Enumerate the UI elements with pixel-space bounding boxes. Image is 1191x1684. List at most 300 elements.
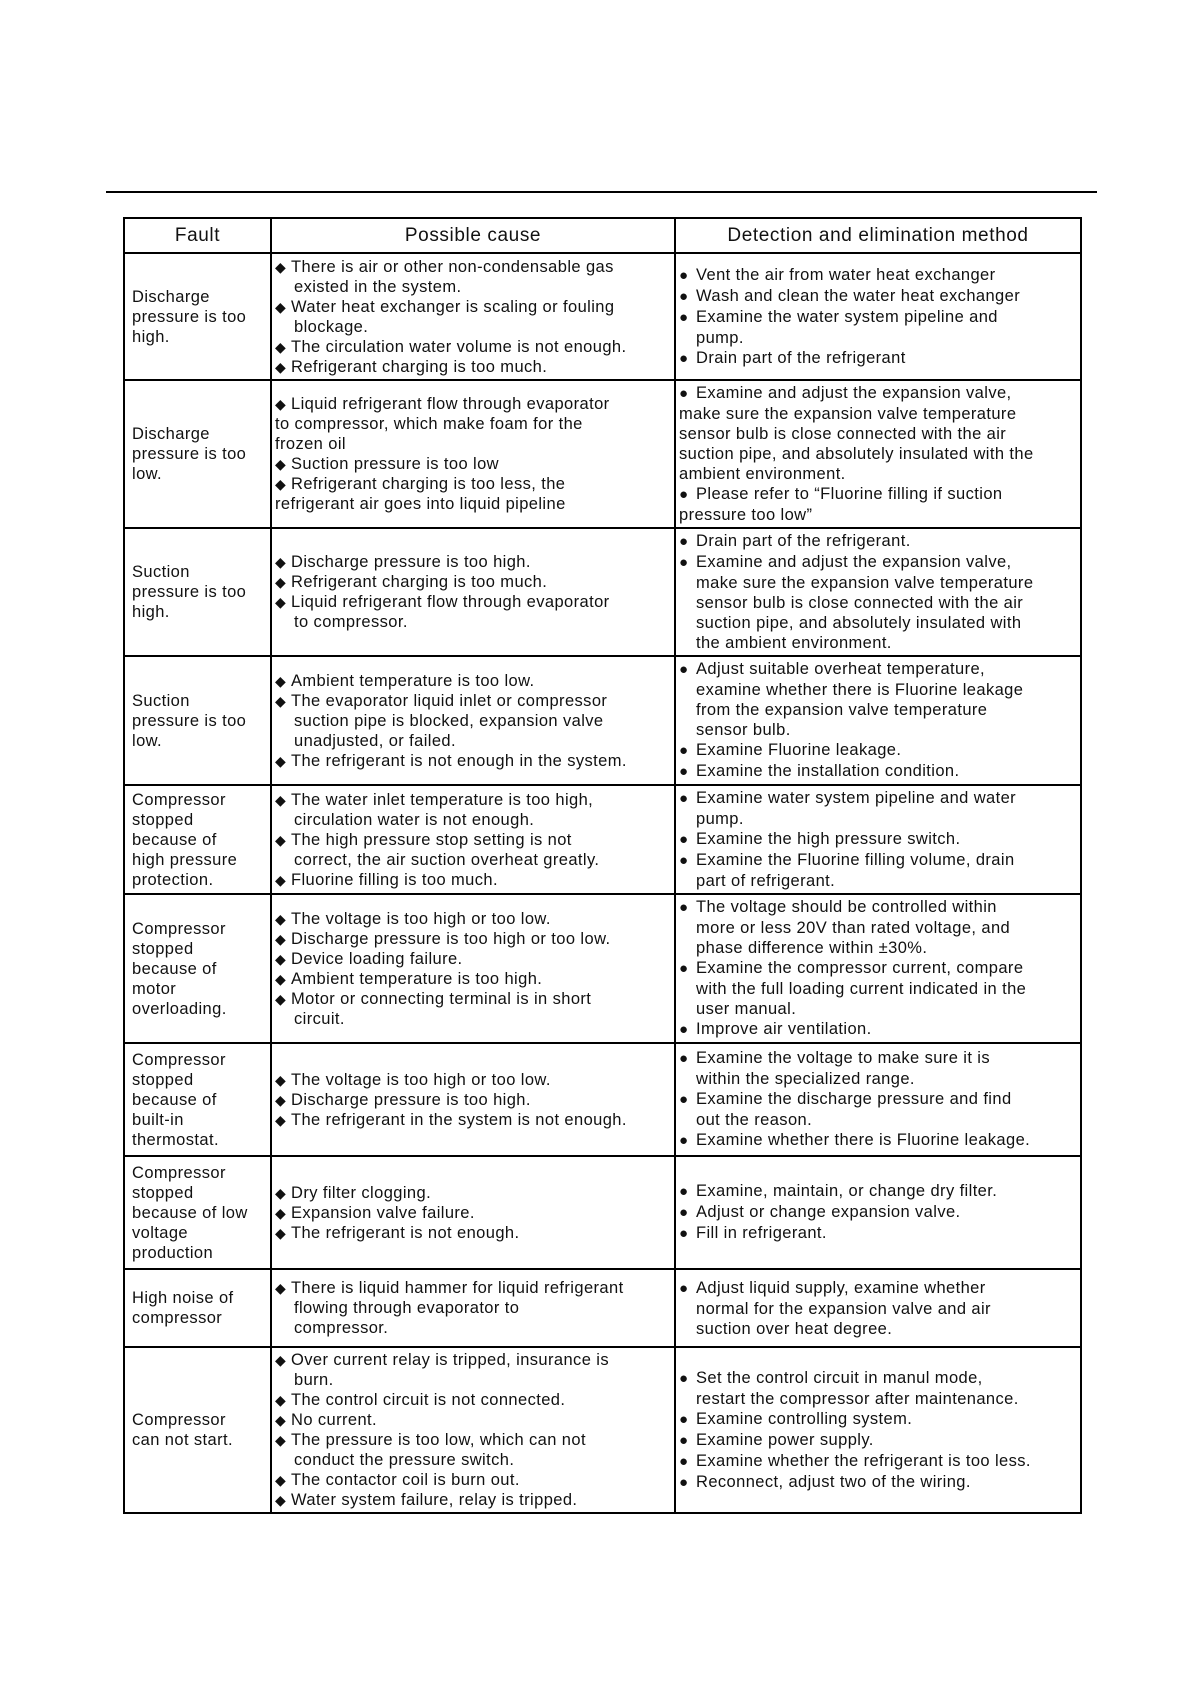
fault-text-line: Compressor xyxy=(132,1050,226,1069)
method-text: Examine whether there is Fluorine leakage. xyxy=(696,1131,1031,1149)
diamond-bullet-icon: ◆ xyxy=(275,456,287,472)
cause-text: Discharge pressure is too high. xyxy=(291,1090,531,1109)
round-bullet-icon: ● xyxy=(679,1473,689,1491)
fault-text-line: motor xyxy=(132,979,177,998)
fault-cell xyxy=(124,656,271,785)
table-row xyxy=(124,785,1081,894)
diamond-bullet-icon: ◆ xyxy=(275,1224,287,1241)
method-text: Examine the high pressure switch. xyxy=(696,830,961,848)
method-text: make sure the expansion valve temperature xyxy=(696,574,1034,592)
cause-text: Over current relay is tripped, insurance is xyxy=(291,1351,609,1369)
fault-text-line: because of xyxy=(132,959,217,978)
round-bullet-icon: ● xyxy=(679,1183,689,1200)
cause-line xyxy=(275,1430,673,1450)
method-text: pump. xyxy=(696,810,744,828)
method-line xyxy=(679,958,1079,979)
method-line xyxy=(679,680,1079,700)
cause-line xyxy=(275,572,673,592)
diamond-bullet-icon: ◆ xyxy=(275,1184,287,1201)
round-bullet-icon: ● xyxy=(679,1431,689,1449)
round-bullet-icon: ● xyxy=(679,349,689,367)
method-line xyxy=(679,328,1079,348)
method-text: suction pipe, and absolutely insulated with xyxy=(696,614,1022,632)
fault-text-line: pressure is too xyxy=(132,307,247,326)
cause-line xyxy=(275,989,673,1009)
cause-text: The water inlet temperature is too high, xyxy=(291,790,594,809)
fault-cell xyxy=(124,1269,271,1347)
diamond-bullet-icon: ◆ xyxy=(275,594,287,610)
round-bullet-icon: ● xyxy=(679,1279,689,1297)
possible-cause-cell xyxy=(271,1043,675,1156)
method-line xyxy=(679,348,1079,369)
diamond-bullet-icon: ◆ xyxy=(275,1412,287,1428)
fault-text-line: high. xyxy=(132,327,170,346)
method-line xyxy=(679,788,1079,809)
method-line xyxy=(679,265,1079,286)
round-bullet-icon: ● xyxy=(679,790,689,807)
cause-text: The voltage is too high or too low. xyxy=(291,909,551,928)
method-text: Wash and clean the water heat exchanger xyxy=(696,286,1021,305)
cause-line xyxy=(275,1470,673,1490)
cause-text: to compressor. xyxy=(294,613,408,631)
method-line xyxy=(679,1368,1079,1389)
table-row xyxy=(124,380,1081,528)
diamond-bullet-icon: ◆ xyxy=(275,970,287,987)
fault-text-line: because of xyxy=(132,830,217,849)
cause-text: Water system failure, relay is tripped. xyxy=(291,1491,578,1509)
method-text: with the full loading current indicated in the xyxy=(696,980,1027,998)
method-text: Drain part of the refrigerant xyxy=(696,348,906,367)
method-text: pump. xyxy=(696,328,744,347)
method-line xyxy=(679,871,1079,891)
fault-text-line: Suction xyxy=(132,563,190,581)
method-text: Adjust suitable overheat temperature, xyxy=(696,660,986,678)
method-line xyxy=(679,552,1079,573)
cause-line xyxy=(275,454,673,474)
cause-text: existed in the system. xyxy=(294,277,462,296)
round-bullet-icon: ● xyxy=(679,960,689,977)
cause-text: Refrigerant charging is too much. xyxy=(291,357,548,376)
table-row xyxy=(124,1347,1081,1513)
fault-text-line: Compressor xyxy=(132,1411,226,1429)
table-body xyxy=(124,253,1081,1513)
possible-cause-cell xyxy=(271,1156,675,1269)
round-bullet-icon: ● xyxy=(679,661,689,678)
diamond-bullet-icon: ◆ xyxy=(275,1111,287,1128)
cause-text: frozen oil xyxy=(275,435,346,453)
diamond-bullet-icon: ◆ xyxy=(275,990,287,1007)
fault-cell xyxy=(124,528,271,656)
round-bullet-icon: ● xyxy=(679,486,689,503)
diamond-bullet-icon: ◆ xyxy=(275,1472,287,1488)
cause-text: blockage. xyxy=(294,317,369,336)
method-text: from the expansion valve temperature xyxy=(696,701,988,719)
cause-text: conduct the pressure switch. xyxy=(294,1451,515,1469)
method-line xyxy=(679,999,1079,1019)
round-bullet-icon: ● xyxy=(679,831,689,848)
cause-text: suction pipe is blocked, expansion valve xyxy=(294,711,604,730)
round-bullet-icon: ● xyxy=(679,1369,689,1387)
round-bullet-icon: ● xyxy=(679,308,689,326)
cause-line xyxy=(275,1183,673,1203)
method-text: Examine the installation condition. xyxy=(696,762,960,780)
method-text: Set the control circuit in manul mode, xyxy=(696,1368,983,1387)
table-row xyxy=(124,1269,1081,1347)
diamond-bullet-icon: ◆ xyxy=(275,258,287,275)
round-bullet-icon: ● xyxy=(679,1204,689,1221)
cause-text: Fluorine filling is too much. xyxy=(291,870,498,889)
fault-text-line: high. xyxy=(132,603,170,621)
fault-text-line: Suction xyxy=(132,691,190,710)
cause-text: Liquid refrigerant flow through evaporator xyxy=(291,395,610,413)
detection-method-cell xyxy=(675,785,1081,894)
cause-text: Discharge pressure is too high. xyxy=(291,553,531,571)
table-row xyxy=(124,1043,1081,1156)
method-text: Examine the discharge pressure and find xyxy=(696,1090,1012,1108)
method-line xyxy=(679,444,1079,464)
diamond-bullet-icon: ◆ xyxy=(275,574,287,590)
cause-text: Water heat exchanger is scaling or fouling xyxy=(291,297,615,316)
cause-text: Device loading failure. xyxy=(291,949,463,968)
method-text: Please refer to “Fluorine filling if suction xyxy=(696,485,1003,503)
cause-line xyxy=(275,929,673,949)
method-text: out the reason. xyxy=(696,1111,813,1129)
round-bullet-icon: ● xyxy=(679,1225,689,1242)
cause-line xyxy=(275,1450,673,1470)
cause-text: circuit. xyxy=(294,1009,345,1028)
cause-text: flowing through evaporator to xyxy=(294,1299,520,1317)
method-text: restart the compressor after maintenance. xyxy=(696,1389,1019,1408)
method-line xyxy=(679,383,1079,404)
method-text: make sure the expansion valve temperature xyxy=(679,405,1017,423)
cause-line xyxy=(275,1370,673,1390)
method-text: Drain part of the refrigerant. xyxy=(696,532,911,550)
cause-line xyxy=(275,810,673,830)
cause-line xyxy=(275,277,673,297)
method-line xyxy=(679,593,1079,613)
cause-line xyxy=(275,592,673,612)
fault-text-line: Compressor xyxy=(132,790,226,809)
diamond-bullet-icon: ◆ xyxy=(275,1492,287,1508)
cause-text: The circulation water volume is not enough. xyxy=(291,337,627,356)
detection-method-cell xyxy=(675,656,1081,785)
method-line xyxy=(679,740,1079,761)
method-text: Examine water system pipeline and water xyxy=(696,789,1017,807)
cause-text: The control circuit is not connected. xyxy=(291,1391,566,1409)
cause-text: Suction pressure is too low xyxy=(291,455,499,473)
possible-cause-cell xyxy=(271,894,675,1043)
method-text: examine whether there is Fluorine leakage xyxy=(696,681,1024,699)
diamond-bullet-icon: ◆ xyxy=(275,298,287,315)
method-line xyxy=(679,1019,1079,1040)
method-text: Examine the water system pipeline and xyxy=(696,307,998,326)
method-line xyxy=(679,761,1079,782)
detection-method-cell xyxy=(675,253,1081,380)
diamond-bullet-icon: ◆ xyxy=(275,1091,287,1108)
cause-text: burn. xyxy=(294,1371,334,1389)
fault-text-line: compressor xyxy=(132,1309,223,1327)
method-line xyxy=(679,307,1079,328)
cause-text: The voltage is too high or too low. xyxy=(291,1070,551,1089)
method-line xyxy=(679,404,1079,424)
cause-line xyxy=(275,357,673,377)
method-line xyxy=(679,938,1079,958)
round-bullet-icon: ● xyxy=(679,385,689,402)
cause-line xyxy=(275,1318,673,1338)
cause-text: The contactor coil is burn out. xyxy=(291,1471,520,1489)
diamond-bullet-icon: ◆ xyxy=(275,871,287,888)
method-line xyxy=(679,897,1079,918)
method-line xyxy=(679,1223,1079,1244)
cause-line xyxy=(275,1110,673,1130)
method-line xyxy=(679,1181,1079,1202)
cause-line xyxy=(275,1203,673,1223)
table-row xyxy=(124,528,1081,656)
round-bullet-icon: ● xyxy=(679,1410,689,1428)
method-line xyxy=(679,633,1079,653)
cause-line xyxy=(275,474,673,494)
method-line xyxy=(679,850,1079,871)
cause-line xyxy=(275,1390,673,1410)
diamond-bullet-icon: ◆ xyxy=(275,672,287,689)
method-line xyxy=(679,1472,1079,1493)
fault-text-line: overloading. xyxy=(132,999,227,1018)
cause-line xyxy=(275,317,673,337)
table-header-row xyxy=(124,218,1081,253)
diamond-bullet-icon: ◆ xyxy=(275,476,287,492)
fault-cell xyxy=(124,253,271,380)
diamond-bullet-icon: ◆ xyxy=(275,1352,287,1368)
method-line xyxy=(679,1389,1079,1409)
method-line xyxy=(679,484,1079,505)
diamond-bullet-icon: ◆ xyxy=(275,396,287,412)
cause-line xyxy=(275,1090,673,1110)
cause-line xyxy=(275,870,673,890)
cause-text: Refrigerant charging is too much. xyxy=(291,573,548,591)
cause-text: Refrigerant charging is too less, the xyxy=(291,475,566,493)
method-text: Examine whether the refrigerant is too less. xyxy=(696,1451,1031,1470)
method-line xyxy=(679,1202,1079,1223)
fault-text-line: production xyxy=(132,1243,214,1262)
cause-text: correct, the air suction overheat greatly. xyxy=(294,850,600,869)
fault-text-line: Compressor xyxy=(132,919,226,938)
cause-text: compressor. xyxy=(294,1319,389,1337)
diamond-bullet-icon: ◆ xyxy=(275,358,287,375)
fault-text-line: stopped xyxy=(132,810,194,829)
method-line xyxy=(679,1048,1079,1069)
cause-line xyxy=(275,434,673,454)
method-line xyxy=(679,1430,1079,1451)
fault-text-line: low. xyxy=(132,731,163,750)
diamond-bullet-icon: ◆ xyxy=(275,338,287,355)
cause-text: The refrigerant is not enough in the system. xyxy=(291,751,627,770)
fault-text-line: High noise of xyxy=(132,1289,234,1307)
cause-line xyxy=(275,850,673,870)
diamond-bullet-icon: ◆ xyxy=(275,1432,287,1448)
method-text: Adjust liquid supply, examine whether xyxy=(696,1278,986,1297)
fault-text-line: can not start. xyxy=(132,1431,233,1449)
cause-line xyxy=(275,1223,673,1243)
round-bullet-icon: ● xyxy=(679,1132,689,1149)
method-line xyxy=(679,464,1079,484)
cause-line xyxy=(275,1350,673,1370)
cause-line xyxy=(275,1490,673,1510)
round-bullet-icon: ● xyxy=(679,1091,689,1108)
cause-line xyxy=(275,257,673,277)
cause-text: Liquid refrigerant flow through evaporator xyxy=(291,593,610,611)
cause-text: The refrigerant is not enough. xyxy=(291,1223,520,1242)
method-text: part of refrigerant. xyxy=(696,872,836,890)
cause-line xyxy=(275,909,673,929)
fault-text-line: Compressor xyxy=(132,1163,226,1182)
cause-text: The pressure is too low, which can not xyxy=(291,1431,586,1449)
header-detection-method: Detection and elimination method xyxy=(675,218,1081,253)
cause-text: Expansion valve failure. xyxy=(291,1203,475,1222)
possible-cause-cell xyxy=(271,528,675,656)
cause-line xyxy=(275,552,673,572)
method-line xyxy=(679,1451,1079,1472)
round-bullet-icon: ● xyxy=(679,742,689,759)
cause-line xyxy=(275,711,673,731)
fault-cell xyxy=(124,1347,271,1513)
fault-text-line: protection. xyxy=(132,870,214,889)
header-fault: Fault xyxy=(124,218,271,253)
table-row xyxy=(124,253,1081,380)
cause-line xyxy=(275,494,673,514)
fault-text-line: because of xyxy=(132,1090,217,1109)
method-text: suction pipe, and absolutely insulated with the xyxy=(679,445,1034,463)
method-line xyxy=(679,424,1079,444)
fault-cell xyxy=(124,894,271,1043)
cause-line xyxy=(275,1298,673,1318)
method-text: The voltage should be controlled within xyxy=(696,898,997,916)
fault-cell xyxy=(124,380,271,528)
cause-line xyxy=(275,731,673,751)
cause-text: Ambient temperature is too low. xyxy=(291,671,535,690)
round-bullet-icon: ● xyxy=(679,763,689,780)
diamond-bullet-icon: ◆ xyxy=(275,1280,287,1296)
method-text: sensor bulb. xyxy=(696,721,791,739)
method-text: normal for the expansion valve and air xyxy=(696,1299,991,1318)
method-line xyxy=(679,1110,1079,1130)
diamond-bullet-icon: ◆ xyxy=(275,692,287,709)
cause-line xyxy=(275,969,673,989)
method-text: ambient environment. xyxy=(679,465,846,483)
round-bullet-icon: ● xyxy=(679,266,689,284)
method-line xyxy=(679,700,1079,720)
troubleshooting-table xyxy=(123,217,1082,1514)
cause-text: refrigerant air goes into liquid pipeline xyxy=(275,495,566,513)
round-bullet-icon: ● xyxy=(679,899,689,916)
diamond-bullet-icon: ◆ xyxy=(275,752,287,769)
table-row xyxy=(124,1156,1081,1269)
cause-text: No current. xyxy=(291,1411,378,1429)
cause-line xyxy=(275,414,673,434)
cause-line xyxy=(275,1410,673,1430)
cause-text: Ambient temperature is too high. xyxy=(291,969,543,988)
method-line xyxy=(679,286,1079,307)
method-text: Examine and adjust the expansion valve, xyxy=(696,553,1012,571)
detection-method-cell xyxy=(675,1347,1081,1513)
method-line xyxy=(679,573,1079,593)
cause-line xyxy=(275,691,673,711)
method-line xyxy=(679,659,1079,680)
cause-text: The high pressure stop setting is not xyxy=(291,830,572,849)
fault-text-line: stopped xyxy=(132,1070,194,1089)
method-text: the ambient environment. xyxy=(696,634,892,652)
method-text: Examine controlling system. xyxy=(696,1409,913,1428)
method-line xyxy=(679,809,1079,829)
fault-text-line: pressure is too xyxy=(132,711,247,730)
fault-text-line: Discharge xyxy=(132,425,210,443)
method-line xyxy=(679,1319,1079,1339)
method-text: Adjust or change expansion valve. xyxy=(696,1203,961,1221)
cause-line xyxy=(275,751,673,771)
detection-method-cell xyxy=(675,894,1081,1043)
detection-method-cell xyxy=(675,528,1081,656)
method-text: Fill in refrigerant. xyxy=(696,1224,827,1242)
diamond-bullet-icon: ◆ xyxy=(275,930,287,947)
cause-line xyxy=(275,1070,673,1090)
method-line xyxy=(679,1299,1079,1319)
possible-cause-cell xyxy=(271,656,675,785)
diamond-bullet-icon: ◆ xyxy=(275,831,287,848)
method-text: sensor bulb is close connected with the air xyxy=(696,594,1024,612)
method-text: more or less 20V than rated voltage, and xyxy=(696,919,1011,937)
detection-method-cell xyxy=(675,1269,1081,1347)
method-line xyxy=(679,1089,1079,1110)
diamond-bullet-icon: ◆ xyxy=(275,791,287,808)
cause-line xyxy=(275,394,673,414)
method-text: Vent the air from water heat exchanger xyxy=(696,265,996,284)
method-line xyxy=(679,505,1079,525)
method-text: phase difference within ±30%. xyxy=(696,939,928,957)
table-row xyxy=(124,894,1081,1043)
method-text: Reconnect, adjust two of the wiring. xyxy=(696,1472,971,1491)
cause-line xyxy=(275,671,673,691)
cause-line xyxy=(275,297,673,317)
cause-text: Motor or connecting terminal is in short xyxy=(291,989,592,1008)
diamond-bullet-icon: ◆ xyxy=(275,1204,287,1221)
cause-line xyxy=(275,612,673,632)
method-text: Examine, maintain, or change dry filter. xyxy=(696,1182,998,1200)
cause-text: There is liquid hammer for liquid refrigerant xyxy=(291,1279,624,1297)
method-text: Examine the voltage to make sure it is xyxy=(696,1049,990,1067)
fault-cell xyxy=(124,785,271,894)
round-bullet-icon: ● xyxy=(679,533,689,550)
method-text: Examine Fluorine leakage. xyxy=(696,741,902,759)
fault-text-line: thermostat. xyxy=(132,1130,219,1149)
fault-text-line: voltage xyxy=(132,1223,189,1242)
method-text: pressure too low” xyxy=(679,506,813,524)
method-line xyxy=(679,829,1079,850)
method-text: Improve air ventilation. xyxy=(696,1020,872,1038)
cause-line xyxy=(275,1278,673,1298)
method-line xyxy=(679,1278,1079,1299)
cause-text: circulation water is not enough. xyxy=(294,810,535,829)
fault-text-line: pressure is too xyxy=(132,583,247,601)
top-rule xyxy=(106,191,1097,193)
method-line xyxy=(679,720,1079,740)
method-line xyxy=(679,531,1079,552)
possible-cause-cell xyxy=(271,253,675,380)
header-possible-cause: Possible cause xyxy=(271,218,675,253)
method-text: Examine the compressor current, compare xyxy=(696,959,1024,977)
diamond-bullet-icon: ◆ xyxy=(275,1392,287,1408)
method-line xyxy=(679,613,1079,633)
possible-cause-cell xyxy=(271,1347,675,1513)
diamond-bullet-icon: ◆ xyxy=(275,950,287,967)
